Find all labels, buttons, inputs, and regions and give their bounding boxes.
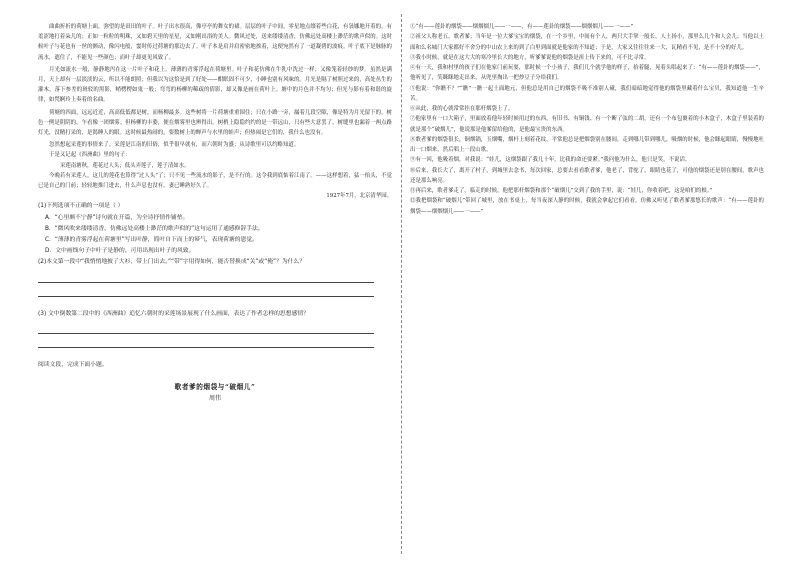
column-divider: [401, 14, 402, 554]
question-1: (1)下列选项不正确的一项是（ ）: [38, 203, 124, 210]
article-paragraph: ⑩后来，我长大了，离开了村子，到城里去念书，每次回家，总要去看看歌者爹，他老了，背驼了，眼睛也花了，可他的烟袋还是别在腰间，歌声也还是那么响亮。: [410, 167, 764, 184]
answer-line[interactable]: [38, 285, 374, 297]
option-a: A．“心里颇不宁静”诗句就在开篇，为全诗抒情作铺垫。: [45, 214, 189, 221]
reading-paragraph: 于是又记起《西洲曲》里的句子：: [49, 152, 131, 159]
article-paragraph: ①“有——莲卦的烟袋——烟烟烟儿——一——，有——莲卦的烟袋——烟烟烟儿——一——”: [410, 24, 634, 30]
article-paragraph: ⑥从此，我的心就常常挂在那杆烟袋上了。: [410, 106, 514, 112]
reading-intro: 阅读文段，完成下面小题。: [38, 361, 108, 368]
answer-line[interactable]: [38, 336, 374, 348]
question-2: (2)本文第一段中“我悄悄地披了大衫，带上门出去。”“带”字用得如何，能否替换成“关”或“掩”？为什么？: [38, 259, 306, 266]
answer-line[interactable]: [38, 322, 374, 334]
article-paragraph: ②祖父人称老五，歌者爹；当年是一位大爹宝宝的烟袋，在一个乡里，中间有个人，两只大手掌一般长，人土扬小，那里么几个和人会儿；当他以土面和么名城门大家都好不舍分的中山农上来的到了白里到面就是他家的不知道；于是，大家又往往往来一大，瓦精看不见，是不十分的好儿。: [410, 34, 764, 51]
article-paragraph: ④有一天，我和村里的孩子们在他家门前玩耍，那时候一个小孩子，我们几个就学他的样子，抬着腿，晃着头唱起来了：“有——莲卦的烟袋——”，他听见了，笑眯眯地走出来，从兜里掏出一把炒豆子分给我们。: [410, 65, 764, 82]
reading-paragraph: 荷塘的四面，远远近近，高高低低都是树，而杨柳最多。这些树将一片荷塘重重围住；只在小路一旁，漏着几段空隙，像是特为月光留下的。树色一例是阴阴的，乍看像一团烟雾；但杨柳的丰姿，便在烟雾里也辨得出。树梢上隐隐约约的是一带远山，只有些大意罢了。树缝里也漏着一两点路灯光，没精打采的，是渴睡人的眼。这时候最热闹的，要数树上的蝉声与水里的蛙声；但热闹是它们的，我什么也没有。: [38, 109, 392, 137]
article-paragraph: ⑦他家里有一口大箱子，里面放着他年轻时候用过的东西，有旧书、有铜钱、有一个断了弦的二胡，还有一个布包裹着的小木盒子，木盒子里装着的就是那个“破烟儿”，他说那是他爹留给他的，是他最宝贵的东西。: [410, 116, 764, 133]
answer-line[interactable]: [38, 271, 374, 283]
reading-paragraph: 今晚若有采莲人，这儿的莲花也算得“过人头”了；只不见一些流水的影子，是不行的。这令我到底惦着江南了。——这样想着，猛一抬头，不觉已是自己的门前；轻轻地推门进去，什么声息也没有，妻已睡熟好久了。: [38, 172, 392, 190]
article-title: 歌者爹的烟袋与“破烟儿”: [174, 383, 256, 392]
article-paragraph: ⑧歌者爹的烟袋很长，铜烟锅，玉烟嘴，烟杆上刻着花纹，平常他总是把烟袋别在腰间，走到哪儿带到哪儿，吸烟的时候，他会眯起眼睛，慢慢地吐出一口烟来，然后唱上一段山歌。: [410, 136, 764, 153]
spacer: [38, 297, 392, 309]
spacer: [38, 348, 392, 360]
reading-paragraph: 曲曲折折的荷塘上面，弥望的是田田的叶子。叶子出水很高，像亭亭的舞女的裙。层层的叶子中间，零星地点缀着些白花，有袅娜地开着的，有羞涩地打着朵儿的；正如一粒粒的明珠，又如碧天里的星星，又如刚出浴的美人。微风过处，送来缕缕清香，仿佛远处高楼上渺茫的歌声似的。这时候叶子与花也有一丝的颤动，像闪电般，霎时传过荷塘的那边去了。叶子本是肩并肩密密地挨着，这便宛然有了一道凝碧的波痕。叶子底下是脉脉的流水，遮住了，不能见一些颜色；而叶子却更见风致了。: [38, 24, 392, 61]
article-paragraph: ③我小时候，就是在这大大的寒冷里长大的地方，听爹爹说他的烟袋是祖上传下来的，可不比寻常。: [410, 54, 650, 61]
option-c: C．“薄薄的青雾浮起在荷塘里”写出叶静，简叶自下而上的幂气，表现荷塘的恩觉。: [45, 237, 258, 244]
article-paragraph: ⑫我把烟袋和“破烟儿”带回了城里，放在书桌上，每当夜深人静的时候，我就会拿起它们看看，仿佛又听见了歌者爹那悠长的歌声：“有——莲卦的烟袋——烟烟烟儿——一——”: [410, 198, 764, 215]
article-paragraph: ⑤他说：“你瞧不？”“瞧”一瞧一起土面地元，但他总是用自己的烟袋不吸不准别人碰，我们暗暗地觉得他的烟袋里藏着什么宝贝，我知道他一生辛苦。: [410, 85, 764, 102]
poem-line: 采莲南塘秋，莲花过人头；低头弄莲子，莲子清如水。: [60, 162, 190, 169]
article-date: 1927年7月，北京清华园。: [326, 193, 392, 200]
article-paragraph: ⑨有一回，他吸着烟，对我说：“娃儿，这烟袋跟了我几十年，比我的命还要紧。”我问他为什么，他只是笑，不说话。: [410, 157, 691, 164]
reading-paragraph: 忽然想起采莲的事情来了。采莲是江南的旧俗，似乎很早就有，而六朝时为盛；从诗歌里可以约略知道。: [49, 142, 300, 149]
option-b: B．“微风吹来缕缕清香，仿佛远处高楼上渺茫的歌声似的”这句运用了通感修辞手法。: [45, 225, 264, 232]
article-author: 周伟: [208, 395, 221, 403]
article-paragraph: ⑪再后来，歌者爹走了。临走的时候，他把那杆烟袋和那个“破烟儿”交到了我的手里，说：“娃儿，你收着吧，这是咱们的根。”: [410, 188, 713, 194]
reading-paragraph: 月光如流水一般，静静地泻在这一片叶子和花上。薄薄的青雾浮起在荷塘里。叶子和花仿佛在牛乳中洗过一样；又像笼着轻纱的梦。虽然是满月，天上却有一层淡淡的云，所以不能朗照；但我以为这恰是到了好处——酣眠固不可少，小睡也别有风味的。月光是隔了树照过来的，高处丛生的灌木，落下参差的斑驳的黑影，峭楞楞如鬼一般；弯弯的杨柳的稀疏的倩影，却又像是画在荷叶上。塘中的月色并不均匀；但光与影有着和谐的旋律，如梵婀玲上奏着的名曲。: [38, 66, 392, 104]
right-column: [410, 22, 764, 217]
question-3: (3) 文中倒数第二段中的《西洲曲》追忆六朝时的采莲场景展现了什么画面，表达了作者怎样的思想感情？: [38, 310, 309, 317]
option-d: D．文中画线句子中叶子是静的，可用出现出叶子的风致。: [45, 248, 195, 255]
left-column: [38, 22, 392, 404]
